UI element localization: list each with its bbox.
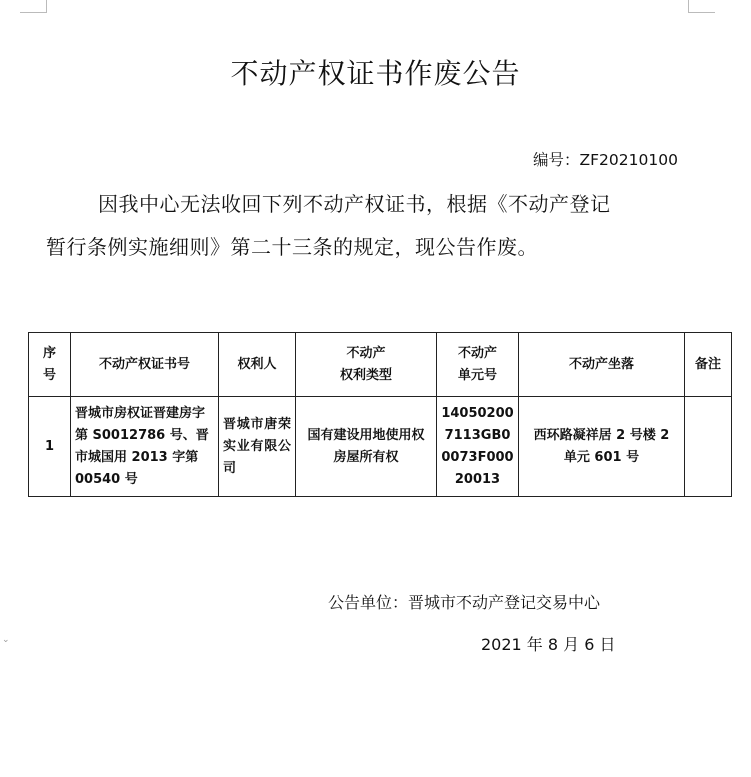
page-title: 不动产权证书作废公告 [230, 57, 521, 90]
notice-paragraph [46, 183, 696, 269]
certificate-table [28, 332, 732, 497]
margin-marker-icon: ⌄ [2, 635, 10, 645]
header-right-type: 不动产 权利类型 [296, 333, 437, 397]
cell-right-type: 国有建设用地使用权房屋所有权 [296, 397, 437, 497]
notice-date: 2021 年 8 月 6 日 [481, 635, 616, 654]
header-right-holder: 权利人 [219, 333, 296, 397]
crop-mark-top-left [20, 0, 47, 13]
crop-mark-top-right [688, 0, 715, 13]
header-unit-no: 不动产 单元号 [437, 333, 519, 397]
paragraph-line-1: 因我中心无法收回下列不动产权证书，根据《不动产登记 [98, 192, 611, 216]
document-number: 编号：ZF20210100 [533, 151, 678, 169]
cell-right-holder: 晋城市唐荣实业有限公司 [219, 397, 296, 497]
header-seq: 序 号 [29, 333, 71, 397]
cell-certificate-no: 晋城市房权证晋建房字第 S0012786 号、晋市城国用 2013 字第 00540 号 [71, 397, 219, 497]
header-remarks: 备注 [685, 333, 732, 397]
cell-remarks [685, 397, 732, 497]
cell-seq: 1 [29, 397, 71, 497]
cell-location: 西环路凝祥居 2 号楼 2 单元 601 号 [519, 397, 685, 497]
paragraph-line-2: 暂行条例实施细则》第二十三条的规定，现公告作废。 [46, 235, 538, 259]
issuer-line: 公告单位：晋城市不动产登记交易中心 [328, 593, 601, 612]
table-row [29, 397, 732, 497]
table-header-row [29, 333, 732, 397]
header-location: 不动产坐落 [519, 333, 685, 397]
cell-unit-no: 140502007113GB00073F00020013 [437, 397, 519, 497]
header-certificate-no: 不动产权证书号 [71, 333, 219, 397]
